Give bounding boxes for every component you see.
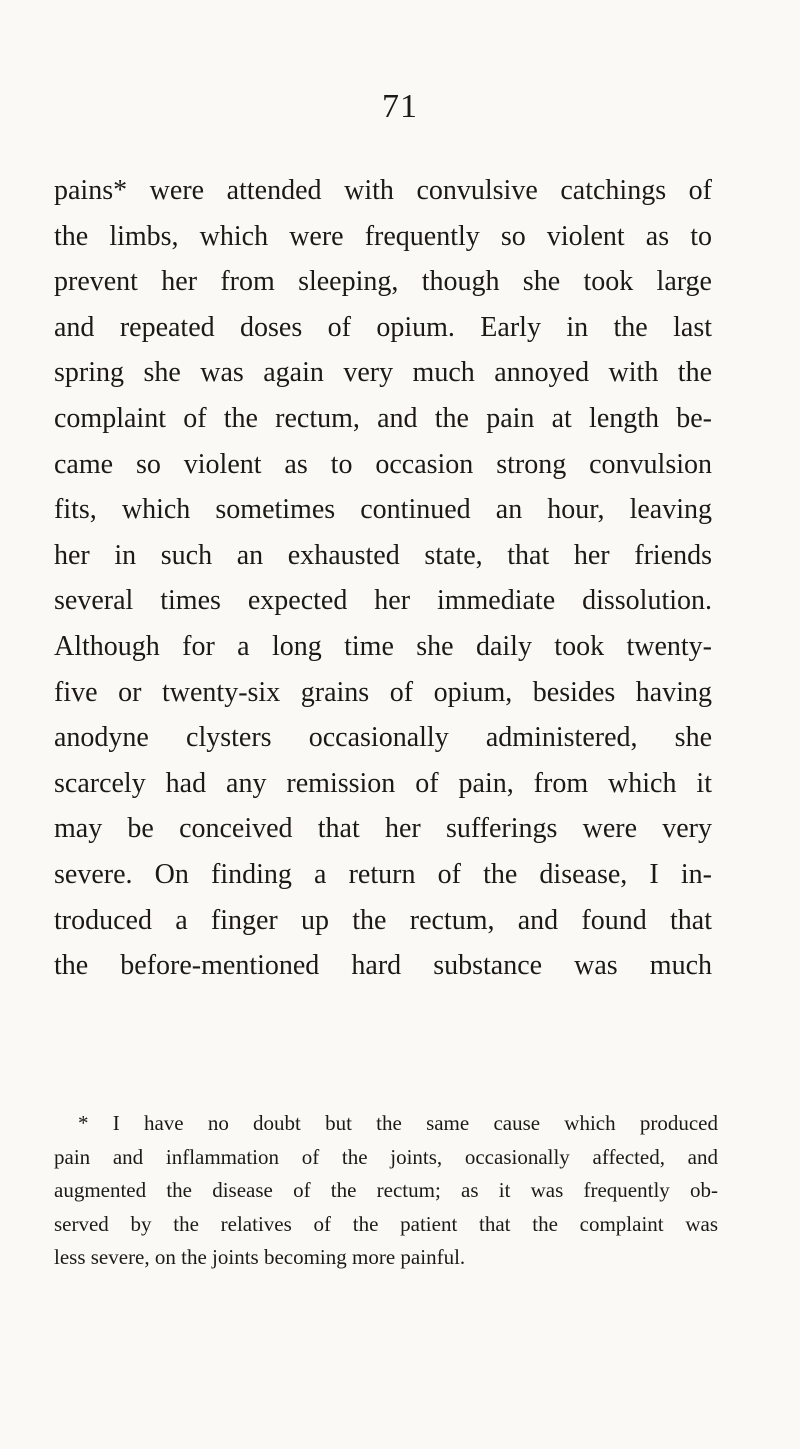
text-line: pains* were attended with convulsive catchings of xyxy=(54,175,712,206)
footnote-line: augmented the disease of the rectum; as it was frequently ob- xyxy=(54,1178,718,1202)
footnote-line: served by the relatives of the patient that the complaint was xyxy=(54,1211,718,1236)
text-line: severe. On finding a return of the disease, I in- xyxy=(54,858,712,890)
text-line: the limbs, which were frequently so violent as to xyxy=(54,220,712,252)
text-line: prevent her from sleeping, though she took large xyxy=(54,266,712,298)
footnote-line: * I have no doubt but the same cause which produced xyxy=(78,1111,718,1135)
text-line: several times expected her immediate dissolution. xyxy=(54,585,712,617)
footnote-line: pain and inflammation of the joints, occasionally affected, and xyxy=(54,1144,718,1169)
text-line: and repeated doses of opium. Early in the last xyxy=(54,311,712,343)
text-line: complaint of the rectum, and the pain at length be- xyxy=(54,402,712,434)
text-line: anodyne clysters occasionally administered, she xyxy=(54,722,712,754)
text-line: her in such an exhausted state, that her friends xyxy=(54,539,712,571)
text-line: troduced a finger up the rectum, and found that xyxy=(54,904,712,936)
text-line: fits, which sometimes continued an hour, leaving xyxy=(54,494,712,526)
page-number: 71 xyxy=(382,88,418,125)
text-line: spring she was again very much annoyed with the xyxy=(54,357,712,389)
text-line: scarcely had any remission of pain, from which it xyxy=(54,767,712,799)
footnote-line: less severe, on the joints becoming more painful. xyxy=(54,1245,466,1269)
body-text xyxy=(54,168,712,989)
text-line: may be conceived that her sufferings were very xyxy=(54,813,712,845)
text-line: five or twenty-six grains of opium, besides having xyxy=(54,676,712,708)
footnote xyxy=(54,1107,718,1275)
text-line: came so violent as to occasion strong convulsion xyxy=(54,448,712,480)
text-line: Although for a long time she daily took twenty- xyxy=(54,630,712,662)
text-line: the before-mentioned hard substance was much xyxy=(54,950,712,982)
